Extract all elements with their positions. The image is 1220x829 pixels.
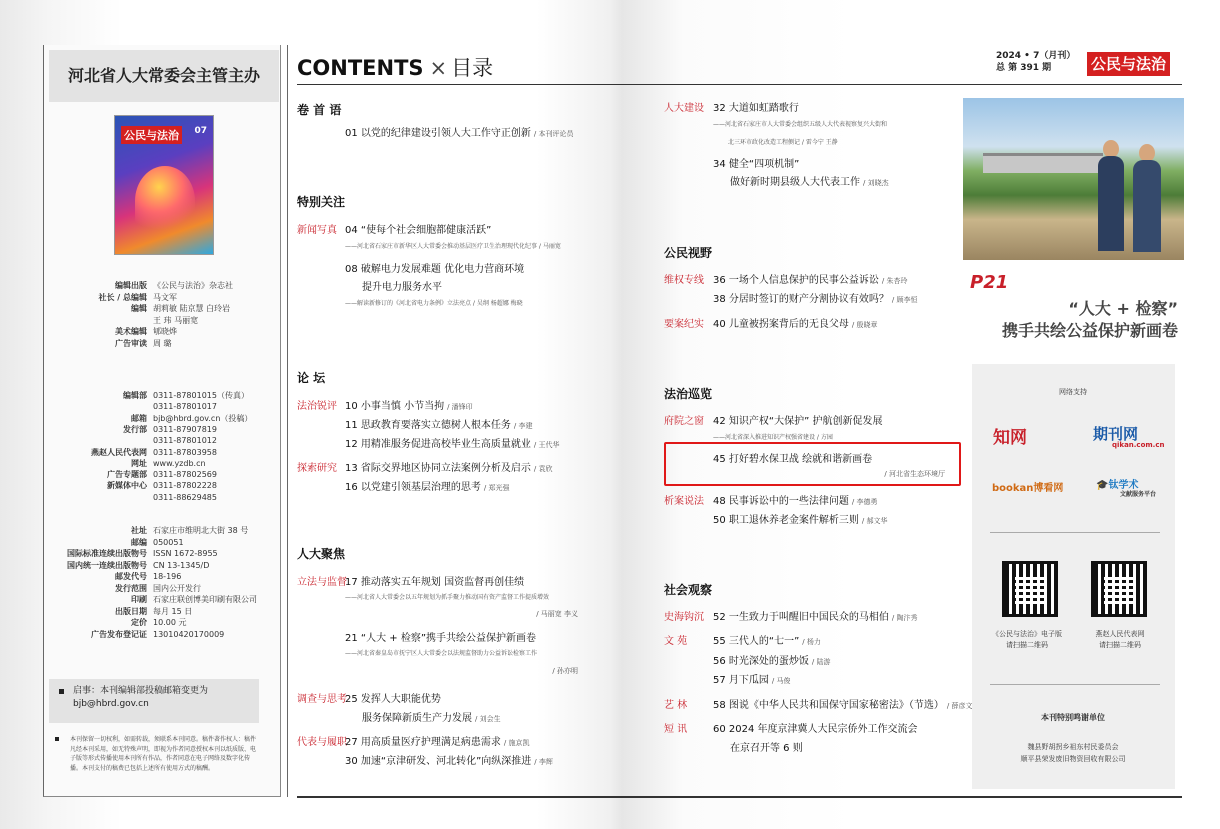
info-key: 发行部 — [123, 424, 147, 434]
toc-item[interactable] — [713, 271, 908, 286]
info-value: 每月 15 日 — [153, 606, 193, 616]
thanks-unit: 魏县野胡拐乡祖东村民委员会 — [1027, 743, 1119, 751]
bullet-icon — [59, 689, 64, 694]
issue-date: 2024 • 7（月刊） — [996, 51, 1076, 61]
info-value: 马文军 — [153, 292, 177, 302]
taixueshu-name: 钛学术 — [1108, 480, 1139, 491]
qr-code-website[interactable] — [1091, 561, 1147, 617]
photo-person — [1133, 160, 1161, 252]
info-value: bjb@hbrd.gov.cn（投稿） — [153, 413, 253, 423]
toc-item-title: 40 儿童被拐案背后的无良父母 — [713, 319, 849, 330]
info-value: 0311-87802228 — [153, 481, 217, 491]
cover-title: 公民与法治 — [121, 126, 182, 144]
toc-item-title: 48 民事诉讼中的一些法律问题 — [713, 496, 849, 507]
toc-item[interactable]: 34 健全“四项机制” — [713, 159, 800, 170]
toc-item-title: 36 一场个人信息保护的民事公益诉讼 — [713, 275, 879, 286]
toc-item[interactable]: 21 “人大 + 检察”携手共绘公益保护新画卷 — [345, 633, 537, 644]
feature-page-number: P21 — [970, 272, 1009, 293]
info-value: 0311-88629485 — [153, 492, 217, 502]
toc-item-author: / 顾李恒 — [891, 296, 918, 304]
info-value: 王 玮 马丽宽 — [153, 315, 199, 325]
section-social: 社会观察 — [664, 583, 713, 597]
section-rule-of-law: 法治巡览 — [664, 387, 713, 401]
column-divider — [287, 45, 288, 797]
category-label: 史海钩沉 — [664, 612, 704, 623]
toc-item-title: 38 分居时签订的财产分割协议有效吗？ — [713, 294, 889, 305]
header-rule — [297, 84, 1182, 85]
toc-item[interactable] — [345, 416, 533, 431]
thanks-title: 本刊特别鸣谢单位 — [1041, 713, 1105, 722]
toc-item-author: / 郝文华 — [861, 517, 888, 525]
toc-item-author: / 刘晓杰 — [863, 179, 889, 187]
bullet-icon — [55, 737, 59, 741]
toc-item[interactable]: 25 发挥人大职能优势 — [345, 694, 441, 705]
toc-item-subtitle: ——河北省人大常委会以五年规划为抓手聚力推动国有资产监督工作提质增效 — [345, 594, 550, 601]
toc-item-author: / 潘锋印 — [447, 403, 473, 411]
info-key: 广告审读 — [115, 338, 147, 348]
toc-item-author: / 陶汴秀 — [891, 614, 918, 622]
toc-item-line2 — [362, 709, 501, 724]
category-label: 要案纪实 — [664, 319, 704, 330]
category-label: 人大建设 — [664, 103, 704, 114]
info-value: 0311-87802569 — [153, 470, 217, 480]
toc-item-author: / 马丽宽 李义 — [536, 610, 578, 618]
category-label: 维权专线 — [664, 275, 704, 286]
toc-item[interactable]: 32 大道如虹踏歌行 — [713, 103, 799, 114]
info-key: 国际标准连续出版物号 — [67, 549, 147, 558]
toc-item-title: 16 以党建引领基层治理的思考 — [345, 482, 481, 493]
toc-item[interactable] — [345, 478, 510, 493]
feature-line2: 携手共绘公益保护新画卷 — [1001, 321, 1178, 340]
qr-caption: 《公民与法治》电子版 — [992, 630, 1062, 638]
toc-item-author: / 李辉 — [534, 758, 553, 766]
supervisor-header: 河北省人大常委会主管主办 — [49, 50, 279, 102]
info-key: 网址 — [131, 458, 147, 468]
cover-issue-number: 07 — [194, 126, 207, 136]
toc-item[interactable] — [345, 397, 473, 412]
info-key: 编辑部 — [123, 391, 147, 400]
contents-title — [297, 52, 493, 82]
toc-item-title: 30 加速“京津研发、河北转化”向纵深推进 — [345, 756, 532, 767]
toc-item[interactable]: 60 2024 年度京津冀人大民宗侨外工作交流会 — [713, 724, 918, 735]
toc-item-subtitle: ——河北省石家庄市新华区人大常委会推动基层医疗卫生治理现代化纪事 / 马丽宽 — [345, 243, 561, 250]
info-value: 《公民与法治》杂志社 — [153, 281, 233, 290]
info-value: www.yzdb.cn — [153, 458, 206, 468]
category-label: 艺 林 — [664, 700, 688, 711]
info-key: 邮编 — [131, 537, 147, 547]
section-special: 特别关注 — [297, 195, 346, 209]
toc-item-title: 57 月下瓜园 — [713, 675, 769, 686]
panel-divider — [990, 532, 1160, 533]
toc-item-title: 52 一生致力于叫醒旧中国民众的马相伯 — [713, 612, 889, 623]
info-key: 国内统一连续出版物号 — [67, 560, 147, 570]
toc-item-highlighted[interactable]: 45 打好碧水保卫战 绘就和谐新画卷 — [713, 454, 873, 465]
info-value: 0311-87907819 — [153, 424, 217, 434]
contents-en: CONTENTS — [297, 56, 424, 80]
toc-item-title: 55 三代人的“七一” — [713, 636, 800, 647]
category-label: 代表与履职 — [297, 737, 347, 748]
toc-item-subtitle: ——河北省深入推进知识产权强省建设 / 方园 — [713, 434, 833, 441]
toc-item[interactable] — [345, 459, 553, 474]
info-key: 新媒体中心 — [107, 481, 147, 491]
toc-item[interactable] — [713, 632, 821, 647]
notice-box — [49, 679, 259, 723]
qikan-logo[interactable]: 期刊网 — [1093, 425, 1139, 443]
toc-item[interactable] — [713, 652, 831, 667]
info-value: 郇晓烨 — [153, 327, 177, 336]
toc-item-title: 服务保障新质生产力发展 — [362, 713, 472, 724]
info-value: 0311-87801012 — [153, 436, 217, 446]
toc-item-title: 01 以党的纪律建设引领人大工作守正创新 — [345, 128, 531, 139]
qr-caption: 请扫描二维码 — [1006, 641, 1048, 649]
feature-headline[interactable] — [972, 298, 1178, 342]
section-preface: 卷 首 语 — [297, 103, 342, 117]
category-label: 短 讯 — [664, 724, 688, 735]
toc-item-title: 11 思政教育要落实立德树人根本任务 — [345, 420, 511, 431]
contents-separator: × — [429, 56, 448, 80]
info-value: 石家庄市维明北大街 38 号 — [153, 526, 249, 535]
toc-item-author: / 殷晓章 — [851, 321, 878, 329]
toc-item-subtitle: ——解读新修订的《河北省电力条例》立法亮点 / 吴纲 杨超娜 梅晓 — [345, 300, 523, 307]
toc-item[interactable] — [713, 671, 791, 686]
info-value: ISSN 1672-8955 — [153, 549, 218, 558]
category-label: 探索研究 — [297, 463, 337, 474]
notice-text: 启事：本刊编辑部投稿邮箱变更为bjb@hbrd.gov.cn — [73, 686, 209, 709]
support-title: 网络支持 — [1059, 388, 1087, 396]
info-value: 18-196 — [153, 572, 182, 581]
info-key: 广告专题部 — [107, 470, 147, 480]
toc-item-title: 13 省际交界地区协同立法案例分析及启示 — [345, 463, 531, 474]
toc-item-line2: 在京召开等 6 则 — [730, 743, 803, 754]
info-value: 0311-87801017 — [153, 402, 217, 412]
qr-caption: 请扫描二维码 — [1099, 641, 1141, 649]
bookan-logo[interactable]: bookan博看网 — [992, 483, 1064, 494]
info-value: 国内公开发行 — [153, 583, 201, 593]
qr-code-ebook[interactable] — [1002, 561, 1058, 617]
toc-item-author: / 郑光强 — [483, 484, 510, 492]
info-key: 印刷 — [131, 595, 147, 604]
toc-item-author: / 朱杏玲 — [881, 277, 908, 285]
info-value: 0311-87803958 — [153, 447, 217, 457]
toc-item-author: / 本刊评论员 — [533, 130, 574, 138]
toc-item-subtitle: ——河北省秦皇岛市抚宁区人大常委会以法规监督助力公益诉讼检察工作 — [345, 650, 538, 657]
toc-item[interactable]: 04 “使每个社会细胞都健康活跃” — [345, 225, 492, 236]
brand-logo: 公民与法治 — [1087, 52, 1170, 76]
photo-person — [1098, 156, 1124, 251]
info-value: 胡莉敏 陆京慧 白玲岩 — [153, 304, 231, 313]
section-npc-focus: 人大聚焦 — [297, 547, 346, 561]
toc-item-line2 — [730, 173, 889, 188]
toc-item-subtitle: 北三环市政化改造工程侧记 / 雷今宁 王静 — [728, 139, 838, 146]
toc-item[interactable]: 17 推动落实五年规划 国资监督再创佳绩 — [345, 577, 525, 588]
toc-item-title: 10 小事当慎 小节当拘 — [345, 401, 445, 412]
toc-item-author: / 杨力 — [802, 638, 821, 646]
toc-item-author: / 袁欣 — [533, 465, 553, 473]
toc-item[interactable] — [713, 608, 918, 623]
toc-item-author: / 陆游 — [811, 658, 831, 666]
info-key: 编辑出版 — [115, 281, 147, 290]
toc-item-author: / 王代华 — [533, 441, 560, 449]
info-value: 0311-87801015（传真） — [153, 391, 249, 400]
qikan-url: qikan.com.cn — [1112, 441, 1165, 449]
masthead-column — [43, 45, 281, 797]
toc-item[interactable]: 42 知识产权“大保护” 护航创新促发展 — [713, 416, 883, 427]
category-label: 调查与思考 — [297, 694, 347, 705]
copyright-notice — [70, 735, 260, 773]
cnki-logo[interactable]: 知网 — [993, 428, 1027, 448]
toc-item-title: 56 时光深处的蛋炒饭 — [713, 656, 809, 667]
issue-info — [996, 50, 1075, 74]
toc-item[interactable] — [345, 435, 560, 450]
info-value: 石家庄联创博美印刷有限公司 — [153, 595, 257, 604]
panel-divider — [990, 684, 1160, 685]
toc-item-author: / 施京凯 — [503, 739, 530, 747]
toc-item-title: 12 用精准服务促进高校毕业生高质量就业 — [345, 439, 531, 450]
info-key: 燕赵人民代表网 — [91, 447, 147, 457]
cover-artwork — [135, 166, 195, 236]
info-key: 出版日期 — [115, 606, 147, 616]
category-label: 析案说法 — [664, 496, 704, 507]
info-value: 13010420170009 — [153, 629, 225, 639]
toc-item-subtitle: ——河北省石家庄市人大常委会组织五级人大代表视察复兴大街和 — [713, 121, 888, 128]
toc-item-author: / 河北省生态环境厅 — [884, 470, 945, 478]
graduation-cap-icon: 🎓 — [1096, 480, 1109, 491]
toc-item-title: 做好新时期县级人大代表工作 — [730, 177, 860, 188]
publication-info — [44, 525, 282, 645]
toc-item-title: 58 图说《中华人民共和国保守国家秘密法》（节选） — [713, 700, 944, 711]
category-label: 法治锐评 — [297, 401, 337, 412]
info-value: 周 璐 — [153, 338, 172, 348]
taixueshu-sub: 文献服务平台 — [1120, 491, 1157, 498]
copyright-text: 本刊保留一切权利，如需转载，须联系本刊同意。稿件著作权人：稿件凡经本刊采用，如无特殊声明，即视为作者同意授权本刊以纸质版、电子版等形式传播使用本刊所有作品，作者同意在电子网络及数字化传播。本刊支付的稿费已包括上述所有使用方式的稿酬。 — [70, 736, 257, 772]
info-key: 社长 / 总编辑 — [98, 292, 147, 302]
toc-item-title: 27 用高质量医疗护理满足病患需求 — [345, 737, 501, 748]
section-forum: 论 坛 — [297, 371, 326, 385]
info-value: 050051 — [153, 537, 184, 547]
thanks-unit: 顺平县荣发废旧物资回收有限公司 — [1020, 755, 1126, 763]
toc-item-title: 50 职工退休养老金案件解析三则 — [713, 515, 859, 526]
toc-item-author: / 李建 — [513, 422, 533, 430]
info-key: 美术编辑 — [115, 327, 147, 336]
toc-item[interactable] — [345, 733, 530, 748]
toc-item[interactable] — [345, 124, 574, 139]
info-key: 邮箱 — [131, 413, 147, 423]
photo-bridge — [983, 153, 1103, 173]
info-value: 10.00 元 — [153, 618, 187, 627]
toc-item[interactable] — [713, 315, 878, 330]
masthead-info — [44, 280, 282, 370]
toc-item-author: / 马俊 — [771, 677, 791, 685]
toc-item-author: / 薛彦文 — [946, 702, 973, 710]
toc-item[interactable] — [713, 511, 888, 526]
feature-photo — [963, 98, 1184, 260]
info-key: 社址 — [131, 526, 147, 535]
info-value: CN 13-1345/D — [153, 560, 210, 570]
info-key: 发行范围 — [115, 583, 147, 593]
toc-item-author: / 孙亦明 — [552, 667, 578, 675]
contact-info — [44, 390, 282, 510]
toc-item-line2: 提升电力服务水平 — [362, 282, 442, 293]
info-key: 邮发代号 — [115, 572, 147, 581]
category-label: 府院之窗 — [664, 416, 704, 427]
contents-zh: 目录 — [451, 56, 494, 80]
qr-caption: 燕赵人民代表网 — [1095, 630, 1145, 638]
toc-item[interactable] — [345, 752, 553, 767]
toc-item[interactable] — [713, 696, 973, 711]
toc-item[interactable] — [713, 290, 918, 305]
toc-item-author: / 李德勇 — [851, 498, 878, 506]
feature-line1: “人大 + 检察” — [1068, 299, 1178, 318]
section-civic-view: 公民视野 — [664, 246, 713, 260]
toc-item[interactable]: 08 破解电力发展难题 优化电力营商环境 — [345, 264, 525, 275]
issue-total: 总 第 391 期 — [996, 63, 1052, 73]
magazine-cover-image — [114, 115, 214, 255]
toc-item[interactable] — [713, 492, 878, 507]
category-label: 新闻写真 — [297, 225, 337, 236]
info-key: 广告发布登记证 — [91, 629, 147, 639]
category-label: 文 苑 — [664, 636, 688, 647]
toc-item-author: / 刘会生 — [475, 715, 501, 723]
info-key: 编辑 — [131, 304, 147, 313]
info-key: 定价 — [131, 618, 147, 627]
footer-rule — [297, 796, 1182, 798]
category-label: 立法与监督 — [297, 577, 347, 588]
